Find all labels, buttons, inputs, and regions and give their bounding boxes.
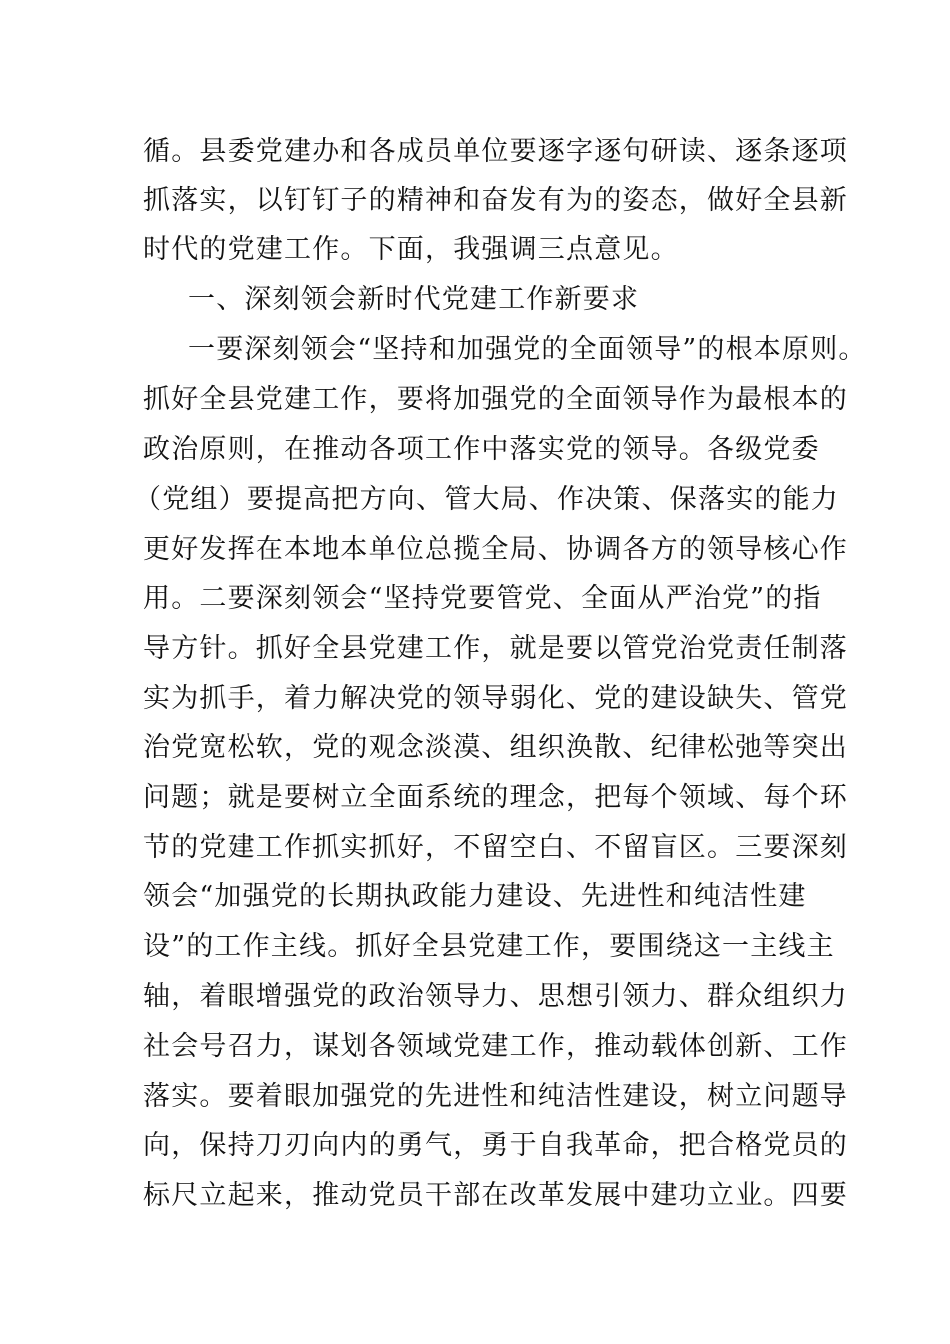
text-line: 导方针。抓好全县党建工作，就是要以管党治党责任制落 (143, 633, 848, 664)
section-heading: 一、深刻领会新时代党建工作新要求 (188, 284, 640, 315)
text-line: 社会号召力，谋划各领域党建工作，推动载体创新、工作 (143, 1031, 848, 1062)
text-line: 用。二要深刻领会“坚持党要管党、全面从严治党”的指 (143, 583, 822, 614)
text-line: 政治原则，在推动各项工作中落实党的领导。各级党委 (143, 434, 820, 465)
text-line: 更好发挥在本地本单位总揽全局、协调各方的领导核心作 (143, 534, 848, 565)
text-line: 实为抓手，着力解决党的领导弱化、党的建设缺失、管党 (143, 683, 848, 714)
text-line: 治党宽松软，党的观念淡漠、组织涣散、纪律松弛等突出 (143, 732, 848, 763)
text-line: 向，保持刀刃向内的勇气，勇于自我革命，把合格党员的 (143, 1130, 848, 1161)
text-line: 节的党建工作抓实抓好，不留空白、不留盲区。三要深刻 (143, 832, 848, 863)
text-line: 领会“加强党的长期执政能力建设、先进性和纯洁性建 (143, 881, 807, 912)
text-line: 标尺立起来，推动党员干部在改革发展中建功立业。四要 (143, 1180, 848, 1211)
text-line: 设”的工作主线。抓好全县党建工作，要围绕这一主线主 (143, 931, 835, 962)
text-line: 循。县委党建办和各成员单位要逐字逐句研读、逐条逐项 (143, 136, 848, 167)
text-line: 抓落实，以钉钉子的精神和奋发有为的姿态，做好全县新 (143, 185, 848, 216)
text-line: 轴，着眼增强党的政治领导力、思想引领力、群众组织力 (143, 981, 848, 1012)
text-line: 落实。要着眼加强党的先进性和纯洁性建设，树立问题导 (143, 1081, 848, 1112)
text-line: 抓好全县党建工作，要将加强党的全面领导作为最根本的 (143, 384, 848, 415)
text-line: 一要深刻领会“坚持和加强党的全面领导”的根本原则。 (188, 334, 867, 365)
text-line: 问题；就是要树立全面系统的理念，把每个领域、每个环 (143, 782, 848, 813)
text-line: （党组）要提高把方向、管大局、作决策、保落实的能力 (134, 484, 839, 515)
text-line: 时代的党建工作。下面，我强调三点意见。 (143, 234, 679, 265)
